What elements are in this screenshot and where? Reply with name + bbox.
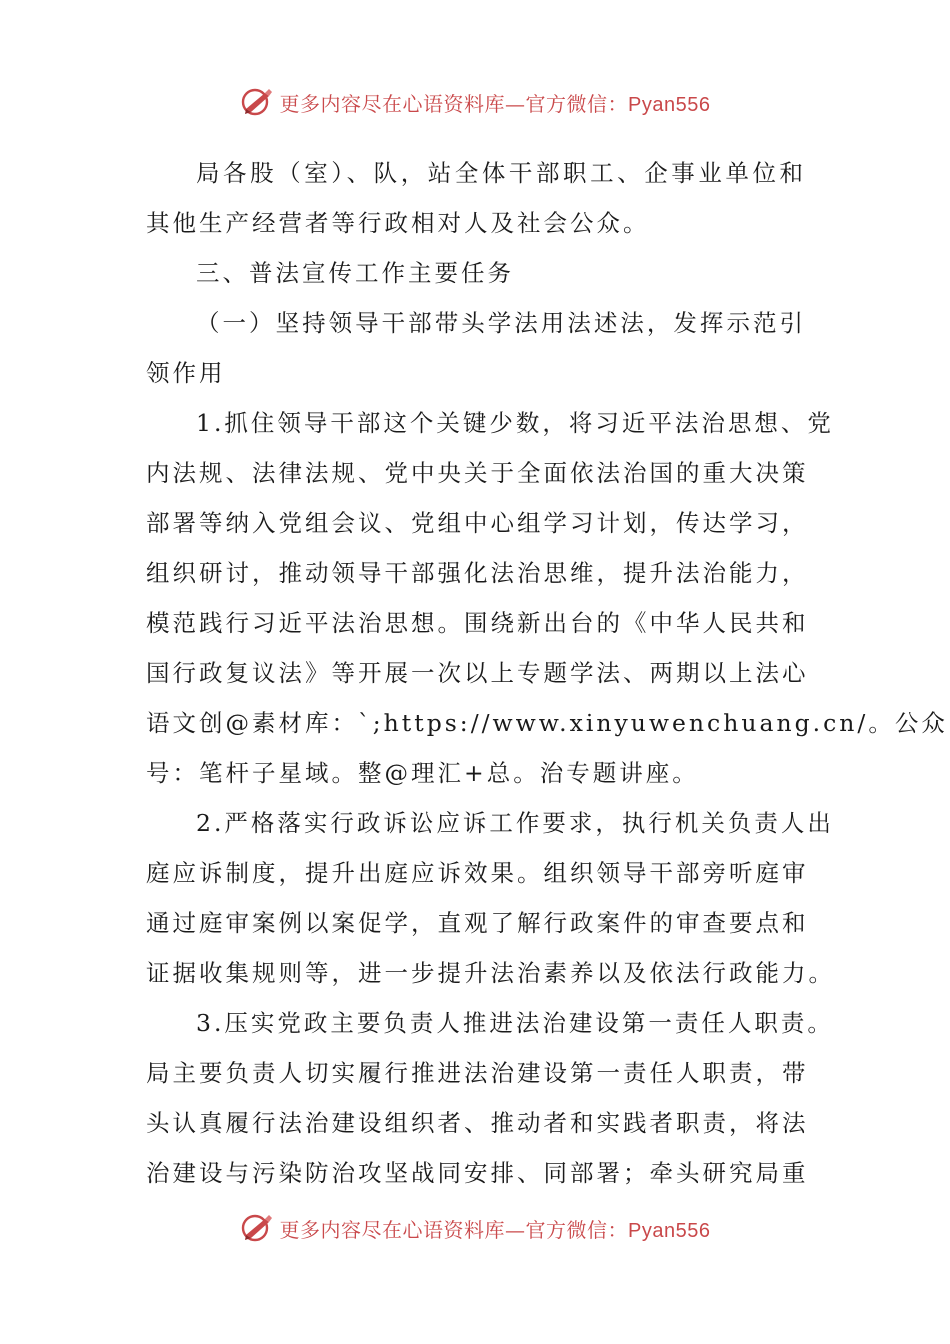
header-banner <box>0 82 950 122</box>
text-line: 模范践行习近平法治思想。围绕新出台的《中华人民共和 <box>146 609 809 637</box>
text-line: 3.压实党政主要负责人推进法治建设第一责任人职责。 <box>196 1009 834 1037</box>
footer-banner <box>0 1208 950 1248</box>
text-line: 局各股（室）、队，站全体干部职工、企事业单位和 <box>196 159 806 187</box>
text-line: 领作用 <box>146 359 226 387</box>
text-line: 国行政复议法》等开展一次以上专题学法、两期以上法心 <box>146 659 809 687</box>
text-line: 通过庭审案例以案促学，直观了解行政案件的审查要点和 <box>146 909 809 937</box>
text-line: 治建设与污染防治攻坚战同安排、同部署；牵头研究局重 <box>146 1159 809 1187</box>
text-line: 号：笔杆子星域。整@理汇+总。治专题讲座。 <box>146 759 699 787</box>
text-line: 其他生产经营者等行政相对人及社会公众。 <box>146 209 650 237</box>
banner-text <box>280 88 711 117</box>
text-line: 1.抓住领导干部这个关键少数，将习近平法治思想、党 <box>196 409 834 437</box>
text-line: 语文创@素材库：`;https://www.xinyuwenchuang.cn/。公众 <box>146 709 948 737</box>
pen-logo-icon <box>240 1211 274 1245</box>
text-line: 三、普法宣传工作主要任务 <box>196 259 514 287</box>
text-line: 庭应诉制度，提升出庭应诉效果。组织领导干部旁听庭审 <box>146 859 809 887</box>
text-line: 头认真履行法治建设组织者、推动者和实践者职责，将法 <box>146 1109 809 1137</box>
banner-wechat-id: Pyan556 <box>628 1219 711 1242</box>
text-line: 证据收集规则等，进一步提升法治素养以及依法行政能力。 <box>146 959 835 987</box>
text-line: 2.严格落实行政诉讼应诉工作要求，执行机关负责人出 <box>196 809 834 837</box>
text-line: 组织研讨，推动领导干部强化法治思维，提升法治能力， <box>146 559 809 587</box>
text-line: 局主要负责人切实履行推进法治建设第一责任人职责，带 <box>146 1059 809 1087</box>
banner-wechat-id: Pyan556 <box>628 93 711 116</box>
banner-label: 更多内容尽在心语资料库—官方微信： <box>279 91 629 116</box>
pen-logo-icon <box>240 85 274 119</box>
document-body <box>146 148 948 1198</box>
text-line: 内法规、法律法规、党中央关于全面依法治国的重大决策 <box>146 459 809 487</box>
text-line: （一）坚持领导干部带头学法用法述法，发挥示范引 <box>196 309 806 337</box>
text-line: 部署等纳入党组会议、党组中心组学习计划，传达学习， <box>146 509 809 537</box>
banner-text <box>280 1214 711 1243</box>
banner-label: 更多内容尽在心语资料库—官方微信： <box>279 1217 629 1242</box>
